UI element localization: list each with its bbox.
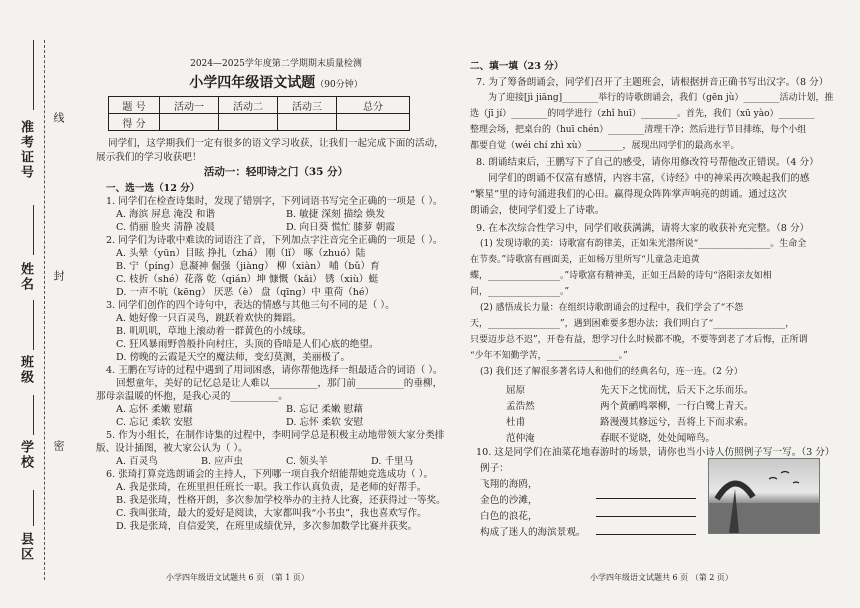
question-9: 9. 在本次综合性学习中，同学们收获满满，请将大家的收获补充完整。（8 分） — [476, 223, 810, 234]
question-4-text-2: 那母亲温暖的怀抱，是我心灵的__________。 — [96, 391, 288, 402]
section-1-title: 一、选一选（12 分） — [106, 183, 200, 194]
question-9-line-2: 在节奏。”诗歌富有画面美，正如杨万里所写“儿童急走追黄 — [470, 255, 700, 265]
question-8-line-1: 同学们的朗诵不仅富有感情，内容丰富，《诗经》中的神采再次唤起我们的感 — [488, 173, 810, 184]
class-label: 班级 — [18, 355, 33, 385]
seal-word-feng: 封 — [52, 270, 65, 281]
section-2-title: 二、填一填（23 分） — [470, 61, 564, 72]
option-2a[interactable]: A. 头晕（yūn）目眩 挣扎（zhá） 刚（lǐ） 啄（zhuó）陆 — [116, 248, 366, 259]
question-4: 4. 王鹏在写诗的过程中遇到了用词困惑，请你帮他选择一组最适合的词语（ ）。 — [106, 365, 443, 376]
seaside-photo — [708, 458, 820, 534]
option-6d[interactable]: D. 我是张琦，自信爱笑，在班里成绩优异，多次参加数学比赛并获奖。 — [116, 521, 418, 532]
question-9-line-5: (2) 感悟成长力量：在组织诗歌朗诵会的过程中，我们学会了“不怨 — [480, 303, 744, 313]
score-input[interactable] — [337, 114, 410, 131]
question-7: 7. 为了筹备朗诵会，同学们召开了主题班会，请根据拼音正确书写出汉字。（8 分） — [476, 77, 829, 88]
question-9-line-7: 只要迈步总不迟”，开卷有益，想学习什么时候都不晚，不要等到老了才后悔，正所谓 — [470, 335, 808, 345]
question-7-line-1[interactable]: 为了迎接[jì jiāng]________举行的诗歌朗诵会，我们（gēn jù）________活动计划，推 — [488, 93, 834, 103]
option-3d[interactable]: D. 傍晚的云霞是天空的魔法师，变幻莫测，美丽极了。 — [116, 352, 351, 363]
seal-word-xian: 线 — [52, 112, 65, 123]
option-4d[interactable]: D. 忘怀 柔软 安慰 — [286, 417, 364, 428]
score-cell: 得 分 — [109, 114, 160, 131]
option-1c[interactable]: C. 俏丽 脸夹 清静 凌晨 — [116, 222, 215, 233]
score-input[interactable] — [160, 114, 219, 131]
option-6c[interactable]: C. 我叫张琦，最大的爱好是阅读，大家都叫我“小书虫”，我也喜欢写作。 — [116, 508, 427, 519]
verse-1[interactable]: 先天下之忧而忧，后天下之乐而乐。 — [600, 385, 754, 396]
score-cell: 题 号 — [109, 97, 160, 114]
option-2b[interactable]: B. 宁（píng）息凝神 倔强（jiàng） 柳（xiàn） 哺（bǔ）育 — [116, 261, 380, 272]
score-table-header — [109, 97, 410, 114]
option-1d[interactable]: D. 向日葵 慌忙 膝萝 朝霞 — [286, 222, 395, 233]
district-label: 县区 — [18, 532, 33, 562]
question-8-line-3: 朗诵会，使同学们爱上了诗歌。 — [470, 205, 605, 216]
class-line[interactable] — [33, 300, 34, 350]
score-input[interactable] — [278, 114, 337, 131]
option-5d[interactable]: D. 千里马 — [371, 456, 414, 467]
exam-duration: （90分钟） — [315, 80, 363, 90]
option-6a[interactable]: A. 我是张琦，在班里担任班长一职。我工作认真负责，是老师的好帮手。 — [116, 482, 427, 493]
answer-line[interactable] — [596, 524, 696, 539]
question-1: 1. 同学们在检查诗集时，发现了错别字，下列词语书写完全正确的一项是（ ）。 — [106, 196, 443, 207]
district-line[interactable] — [33, 490, 34, 526]
option-1a[interactable]: A. 海滨 屏息 淹没 和谐 — [116, 209, 215, 220]
exam-number-line[interactable] — [33, 40, 34, 110]
question-8: 8. 朗诵结束后，王鹏写下了自己的感受，请你用修改符号帮他改正错误。（4 分） — [476, 157, 819, 168]
name-line[interactable] — [33, 205, 34, 255]
poet-4[interactable]: 范仲淹 — [506, 433, 535, 444]
example-line-4: 构成了迷人的海滨景观。 — [480, 527, 586, 538]
question-2: 2. 同学们为诗歌中难读的词语注了音，下列加点字注音完全正确的一项是（ ）。 — [106, 235, 443, 246]
score-cell: 活动二 — [219, 97, 278, 114]
intro-line-2: 展示我们的学习收获吧！ — [96, 152, 202, 163]
poet-2[interactable]: 孟浩然 — [506, 401, 535, 412]
option-2c[interactable]: C. 枝折（shé）花落 乾（qián）坤 慷慨（kǎi） 锈（xiù）蜓 — [116, 274, 379, 285]
example-line-1: 飞翔的海鸥， — [480, 479, 538, 490]
option-5c[interactable]: C. 领头羊 — [286, 456, 328, 467]
verse-4[interactable]: 春眠不觉晓，处处闻啼鸟。 — [600, 433, 716, 444]
verse-2[interactable]: 两个黄鹂鸣翠柳，一行白鹭上青天。 — [600, 401, 754, 412]
answer-line[interactable] — [596, 506, 696, 521]
question-9-line-4[interactable]: 问，________________。” — [470, 287, 570, 297]
option-3b[interactable]: B. 叽叽叽，草地上滚动着一群黄色的小绒球。 — [116, 326, 312, 337]
example-line-3: 白色的浪花， — [480, 511, 538, 522]
exam-title: 小学四年级语文试题（90分钟） — [189, 75, 363, 91]
option-3a[interactable]: A. 她好像一只百灵鸟，跳跃着欢快的舞蹈。 — [116, 313, 302, 324]
question-9-line-8[interactable]: “少年不知勤学苦，________________。” — [470, 351, 628, 361]
page-2 — [470, 0, 850, 608]
question-10: 10. 这是同学们在油菜花地春游时的场景，请你也当小诗人仿照例子写一写。（3 分） — [476, 447, 835, 458]
option-5b[interactable]: B. 应声虫 — [201, 456, 243, 467]
exam-header: 2024—2025学年度第二学期期末质量检测 — [190, 59, 362, 69]
question-3: 3. 同学们创作的四个诗句中，表达的情感与其他三句不同的是（ ）。 — [106, 300, 395, 311]
question-7-line-2[interactable]: 选（jī jí）________的同学进行（zhǐ huī）________。首先，我们（xū yào）________ — [470, 109, 815, 119]
cut-line — [44, 40, 45, 580]
binding-margin — [0, 0, 88, 608]
school-label: 学校 — [18, 440, 33, 470]
example-label: 例子： — [480, 463, 509, 474]
page-1-footer: 小学四年级语文试题共 6 页 （第 1 页） — [166, 573, 309, 582]
option-2d[interactable]: D. 一声不吭（kēng） 厌恶（è） 盘（qīng）中 重荷（hé） — [116, 287, 375, 298]
activity-1-title: 活动一：轻叩诗之门（35 分） — [203, 166, 349, 178]
option-3c[interactable]: C. 狂风暴雨野兽般扑向村庄，头顶的昏暗是人们心底的绝望。 — [116, 339, 379, 350]
page-1 — [96, 0, 456, 608]
exam-number-label: 准考证号 — [18, 120, 33, 180]
score-table — [108, 96, 410, 131]
poet-1[interactable]: 屈原 — [506, 385, 526, 396]
option-4c[interactable]: C. 忘记 柔软 安慰 — [116, 417, 193, 428]
question-5-cont: 版、设计插图，被大家公认为（ ）。 — [96, 443, 248, 454]
name-label: 姓名 — [18, 262, 33, 292]
question-4-text-1: 回想童年，美好的记忆总是让人难以__________，那门前__________的垂柳， — [116, 378, 443, 389]
option-4a[interactable]: A. 忘怀 柔嫩 慰藉 — [116, 404, 193, 415]
seal-word-mi: 密 — [52, 440, 65, 451]
question-9-line-1[interactable]: (1) 发现诗歌的美：诗歌富有韵律美，正如朱光潜所说“________________。生命全 — [480, 239, 807, 249]
question-9-line-9: (3) 我们还了解很多著名诗人和他们的经典名句，连一连。（2 分） — [480, 367, 743, 377]
score-input[interactable] — [219, 114, 278, 131]
option-1b[interactable]: B. 敏捷 深刻 描绘 焕发 — [286, 209, 386, 220]
question-9-line-3[interactable]: 蝶，________________。”诗歌富有精神美，正如王昌龄的诗句“洛阳亲友如相 — [470, 271, 772, 281]
score-cell: 活动一 — [160, 97, 219, 114]
option-6b[interactable]: B. 我是张琦，性格开朗，多次参加学校举办的主持人比赛，还获得过一等奖。 — [116, 495, 446, 506]
question-5: 5. 作为小组长，在制作诗集的过程中，李明同学总是积极主动地带领大家分类排 — [106, 430, 445, 441]
option-4b[interactable]: B. 忘记 柔嫩 慰藉 — [286, 404, 363, 415]
question-7-line-3[interactable]: 整理会场，把桌台的（huī chén）________清理干净；然后进行节目排练，每个小组 — [470, 125, 807, 135]
score-table-row — [109, 114, 410, 131]
score-cell: 活动三 — [278, 97, 337, 114]
question-6: 6. 张琦打算竞选朗诵会的主持人，下列哪一项自我介绍能帮她竞选成功（ ）。 — [106, 469, 434, 480]
score-cell: 总分 — [337, 97, 410, 114]
question-8-line-2: “繁星”里的诗句涌进我们的心田。赢得现众阵阵掌声响亮的朗诵。通过这次 — [470, 189, 787, 200]
example-line-2: 金色的沙滩， — [480, 495, 538, 506]
page-2-footer: 小学四年级语文试题共 6 页 （第 2 页） — [590, 573, 733, 582]
question-7-line-4[interactable]: 都要自觉（wéi chí zhì xù）________，展现出同学们的最高水平。 — [470, 141, 740, 151]
school-line[interactable] — [33, 395, 34, 435]
poet-3[interactable]: 杜甫 — [506, 417, 526, 428]
seaside-scene-icon — [709, 459, 819, 533]
question-9-line-6[interactable]: 天，________________”，遇到困难要多想办法；我们明白了“________________， — [470, 319, 795, 329]
intro-line-1: 同学们，这学期我们一定有很多的语文学习收获，让我们一起完成下面的活动， — [108, 138, 444, 149]
verse-3[interactable]: 路漫漫其修远兮，吾将上下而求索。 — [600, 417, 754, 428]
answer-line[interactable] — [596, 488, 696, 503]
option-5a[interactable]: A. 百灵鸟 — [116, 456, 158, 467]
